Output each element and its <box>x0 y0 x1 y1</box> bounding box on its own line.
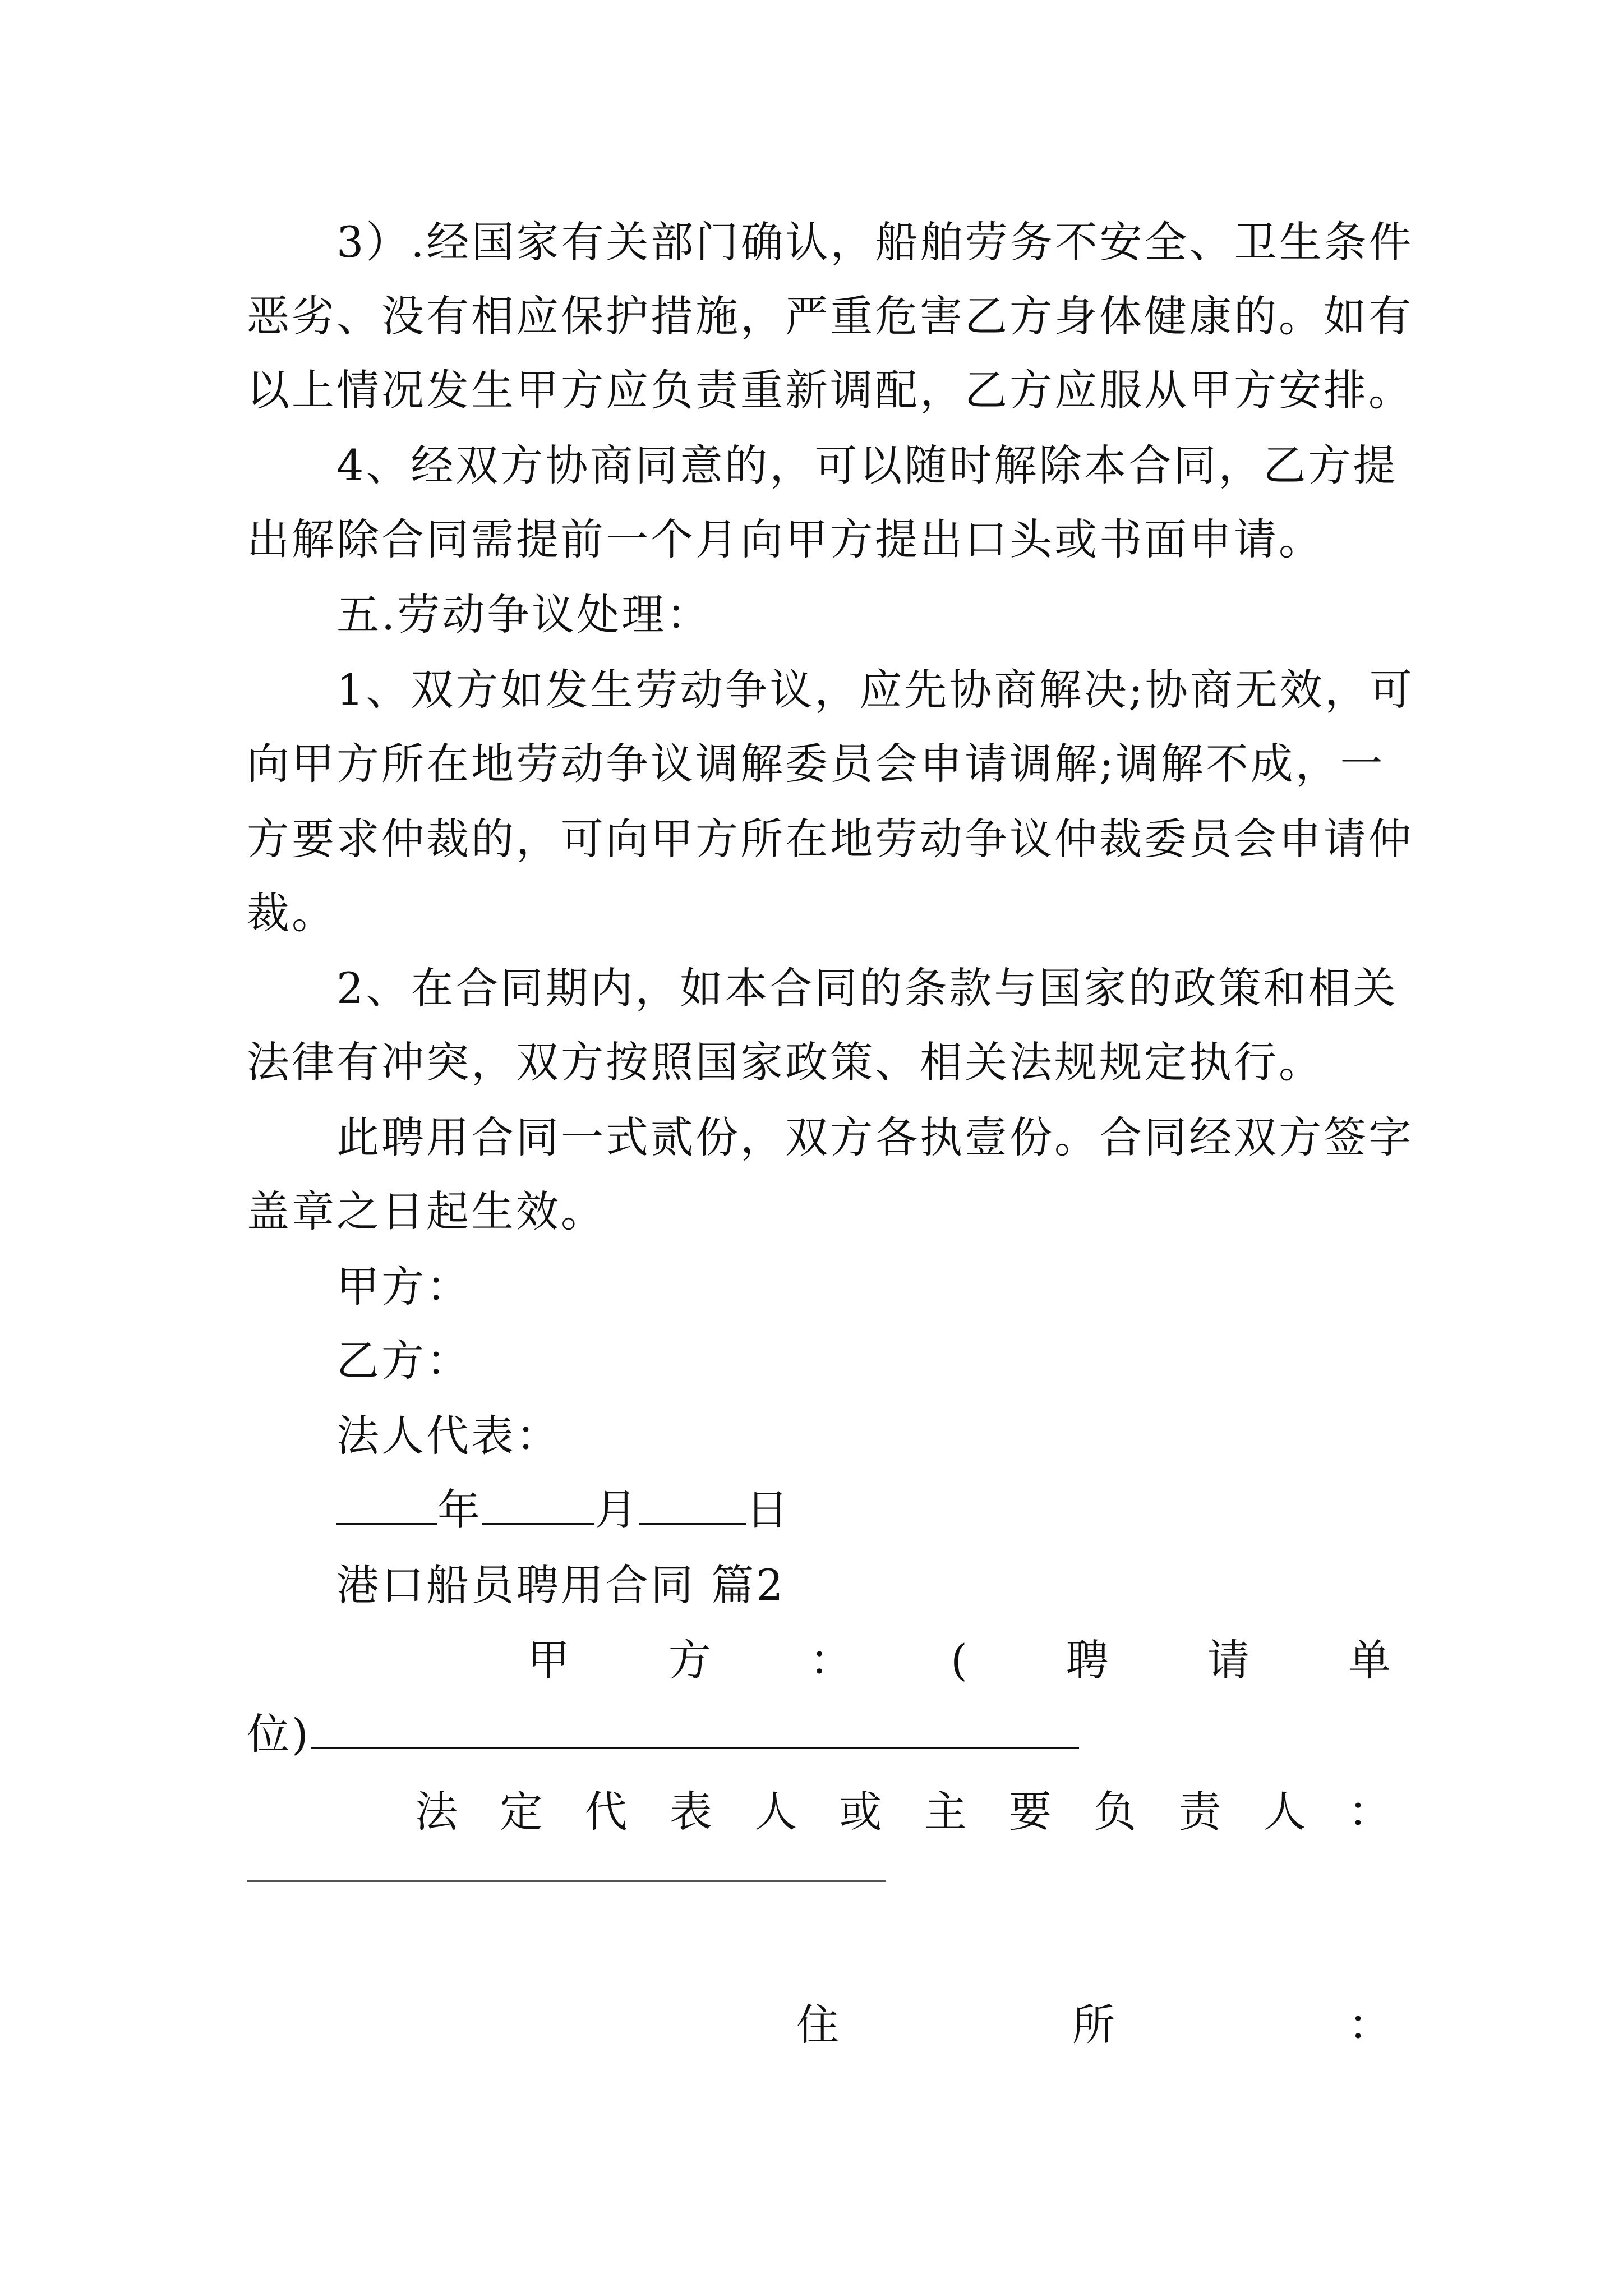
signature-legal-rep: 法人代表： <box>336 1411 561 1461</box>
signature-party-a: 甲方： <box>336 1262 471 1312</box>
paragraph-line: 1、双方如发生劳动争议，应先协商解决;协商无效，可 <box>336 665 1414 715</box>
legal-rep-char: 要 <box>1008 1787 1052 1837</box>
paragraph-line: 法律有冲突，双方按照国家政策、相关法规规定执行。 <box>247 1037 1324 1087</box>
paragraph-line: 向甲方所在地劳动争议调解委员会申请调解;调解不成，一 <box>247 739 1385 789</box>
paragraph-line: 盖章之日起生效。 <box>247 1186 606 1236</box>
party-a-char: 甲 <box>527 1635 570 1685</box>
legal-rep-char: 人 <box>1263 1787 1306 1837</box>
party-a-char: ： <box>809 1635 852 1685</box>
paragraph-line: 2、在合同期内，如本合同的条款与国家的政策和相关 <box>336 963 1398 1013</box>
address-char: ： <box>1348 2000 1391 2050</box>
legal-rep-char: 人 <box>754 1787 797 1837</box>
address-char: 住 <box>796 2000 839 2050</box>
party-a-tail: 位) <box>247 1709 311 1759</box>
legal-rep-char: 法 <box>415 1787 458 1837</box>
paragraph-line: 4、经双方协商同意的，可以随时解除本合同，乙方提 <box>336 440 1398 490</box>
day-label: 日 <box>746 1485 791 1535</box>
party-a-char: 方 <box>668 1635 711 1685</box>
section-heading: 五.劳动争议处理： <box>336 590 712 639</box>
legal-rep-char: 代 <box>584 1787 628 1837</box>
month-label: 月 <box>594 1485 639 1535</box>
party-a-char: ( <box>951 1635 967 1685</box>
date-line <box>336 1482 1391 1538</box>
legal-rep-char: ： <box>1348 1787 1391 1837</box>
paragraph-line: 以上情况发生甲方应负责重新调配，乙方应服从甲方安排。 <box>247 365 1413 415</box>
legal-rep-blank <box>247 1880 886 1882</box>
party-a-char: 请 <box>1207 1635 1250 1685</box>
paragraph-line: 方要求仲裁的，可向甲方所在地劳动争议仲裁委员会申请仲 <box>247 814 1413 864</box>
legal-rep-char: 或 <box>839 1787 882 1837</box>
legal-rep-char: 表 <box>669 1787 712 1837</box>
party-a-char: 聘 <box>1066 1635 1109 1685</box>
legal-rep-char: 责 <box>1178 1787 1221 1837</box>
paragraph-line: 3）.经国家有关部门确认，船舶劳务不安全、卫生条件 <box>336 217 1414 267</box>
address-line <box>796 1997 1391 2053</box>
legal-rep-char: 主 <box>924 1787 967 1837</box>
paragraph-line: 恶劣、没有相应保护措施，严重危害乙方身体健康的。如有 <box>247 291 1413 341</box>
contract-title: 港口船员聘用合同 篇2 <box>336 1560 786 1610</box>
legal-rep-char: 负 <box>1094 1787 1137 1837</box>
day-blank <box>639 1484 746 1525</box>
paragraph-line: 此聘用合同一式贰份，双方各执壹份。合同经双方签字 <box>336 1112 1413 1162</box>
party-a-line <box>527 1632 1391 1688</box>
legal-rep-char: 定 <box>500 1787 543 1837</box>
year-blank <box>336 1484 437 1525</box>
year-label: 年 <box>437 1485 482 1535</box>
month-blank <box>482 1484 594 1525</box>
paragraph-line: 裁。 <box>247 888 336 938</box>
legal-rep-line <box>415 1784 1391 1840</box>
signature-party-b: 乙方： <box>336 1336 471 1386</box>
party-a-char: 单 <box>1348 1635 1391 1685</box>
paragraph-line: 出解除合同需提前一个月向甲方提出口头或书面申请。 <box>247 514 1324 564</box>
party-a-unit-line <box>247 1706 1391 1763</box>
party-a-blank <box>311 1708 1079 1749</box>
address-char: 所 <box>1072 2000 1115 2050</box>
